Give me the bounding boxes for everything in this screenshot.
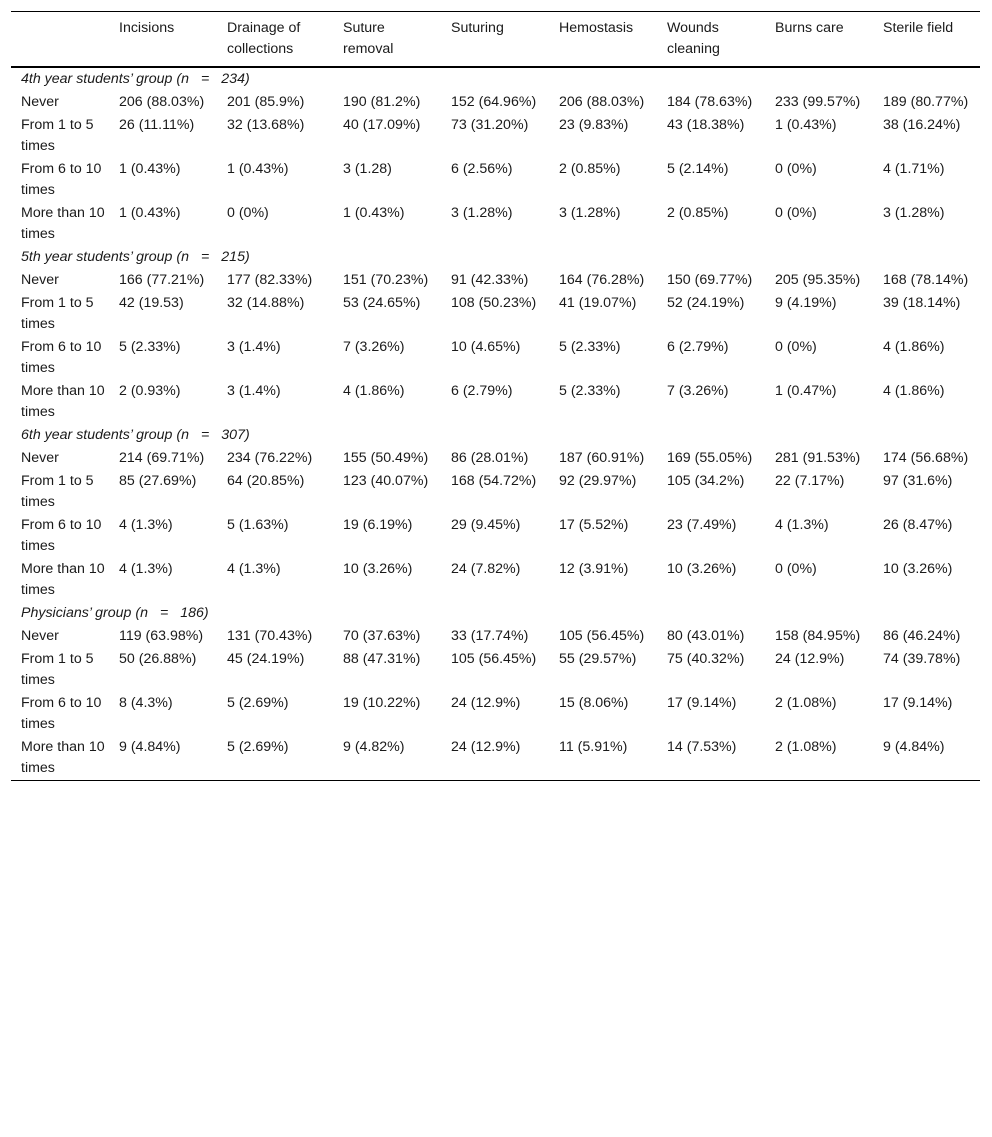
table-cell: 184 (78.63%): [667, 94, 753, 110]
table-cell: 5 (2.33%): [559, 339, 621, 355]
table-cell: 9 (4.19%): [775, 295, 837, 311]
group-label-equals: =: [201, 71, 210, 87]
table-row: [11, 158, 980, 202]
table-row: [11, 292, 980, 336]
table-cell: 189 (80.77%): [883, 94, 969, 110]
table-cell: 8 (4.3%): [119, 695, 173, 711]
table-cell: 50 (26.88%): [119, 651, 197, 667]
row-label: From 1 to 5 times: [21, 651, 94, 688]
table-cell: 1 (0.43%): [119, 205, 181, 221]
table-cell: 214 (69.71%): [119, 450, 205, 466]
header-cell-wounds-cleaning: Wounds cleaning: [667, 20, 720, 57]
table-cell: 33 (17.74%): [451, 628, 529, 644]
table-cell: 5 (2.33%): [119, 339, 181, 355]
table-cell: 234 (76.22%): [227, 450, 313, 466]
group-label-count: 186): [180, 605, 209, 621]
table-cell: 7 (3.26%): [667, 383, 729, 399]
row-label: More than 10 times: [21, 383, 105, 420]
table-cell: 85 (27.69%): [119, 473, 197, 489]
table-cell: 10 (3.26%): [343, 561, 413, 577]
table-cell: 32 (14.88%): [227, 295, 305, 311]
table-cell: 10 (4.65%): [451, 339, 521, 355]
group-header-row: [11, 602, 980, 625]
table-cell: 168 (78.14%): [883, 272, 969, 288]
table-row: [11, 692, 980, 736]
header-cell-sterile-field: Sterile field: [883, 20, 954, 36]
table-cell: 86 (46.24%): [883, 628, 961, 644]
row-label: More than 10 times: [21, 739, 105, 776]
table-cell: 151 (70.23%): [343, 272, 429, 288]
table-row: [11, 514, 980, 558]
table-row: [11, 736, 980, 781]
table-cell: 206 (88.03%): [559, 94, 645, 110]
table-cell: 24 (12.9%): [451, 739, 521, 755]
table-cell: 1 (0.43%): [775, 117, 837, 133]
table-cell: 1 (0.43%): [119, 161, 181, 177]
table-row: [11, 202, 980, 246]
row-label: From 6 to 10 times: [21, 517, 102, 554]
table-cell: 73 (31.20%): [451, 117, 529, 133]
table-cell: 45 (24.19%): [227, 651, 305, 667]
table-cell: 92 (29.97%): [559, 473, 637, 489]
table-cell: 205 (95.35%): [775, 272, 861, 288]
table-cell: 4 (1.86%): [883, 383, 945, 399]
table-cell: 2 (1.08%): [775, 695, 837, 711]
header-cell-suture-removal: Suture removal: [343, 20, 394, 57]
table-cell: 12 (3.91%): [559, 561, 629, 577]
table-cell: 206 (88.03%): [119, 94, 205, 110]
table-cell: 177 (82.33%): [227, 272, 313, 288]
row-label: From 1 to 5 times: [21, 295, 94, 332]
row-label: From 6 to 10 times: [21, 339, 102, 376]
group-label-prefix: 5th year students’ group (n: [21, 249, 189, 265]
table-cell: 1 (0.47%): [775, 383, 837, 399]
table-cell: 3 (1.4%): [227, 339, 281, 355]
table-cell: 152 (64.96%): [451, 94, 537, 110]
table-cell: 23 (9.83%): [559, 117, 629, 133]
table-cell: 23 (7.49%): [667, 517, 737, 533]
table-cell: 1 (0.43%): [227, 161, 289, 177]
table-cell: 24 (12.9%): [451, 695, 521, 711]
group-label-count: 307): [221, 427, 250, 443]
table-cell: 52 (24.19%): [667, 295, 745, 311]
group-label: [11, 602, 980, 625]
table-cell: 105 (56.45%): [559, 628, 645, 644]
table-cell: 29 (9.45%): [451, 517, 521, 533]
table-cell: 9 (4.82%): [343, 739, 405, 755]
table-cell: 5 (2.69%): [227, 739, 289, 755]
table-cell: 17 (9.14%): [667, 695, 737, 711]
table-cell: 155 (50.49%): [343, 450, 429, 466]
group-header-row: [11, 67, 980, 91]
table-cell: 19 (10.22%): [343, 695, 421, 711]
table-cell: 164 (76.28%): [559, 272, 645, 288]
table-cell: 75 (40.32%): [667, 651, 745, 667]
table-cell: 74 (39.78%): [883, 651, 961, 667]
table-cell: 201 (85.9%): [227, 94, 305, 110]
table-row: [11, 114, 980, 158]
table-cell: 168 (54.72%): [451, 473, 537, 489]
table-cell: 15 (8.06%): [559, 695, 629, 711]
table-cell: 6 (2.56%): [451, 161, 513, 177]
table-cell: 5 (2.14%): [667, 161, 729, 177]
table-cell: 11 (5.91%): [559, 739, 628, 755]
table-cell: 3 (1.28%): [451, 205, 513, 221]
group-label: [11, 67, 980, 91]
table-row: [11, 558, 980, 602]
header-cell-blank: [11, 12, 109, 68]
table-cell: 32 (13.68%): [227, 117, 305, 133]
table-cell: 3 (1.4%): [227, 383, 281, 399]
table-cell: 233 (99.57%): [775, 94, 861, 110]
table-cell: 166 (77.21%): [119, 272, 205, 288]
table-cell: 17 (5.52%): [559, 517, 629, 533]
table-cell: 26 (8.47%): [883, 517, 953, 533]
table-body: [11, 67, 980, 781]
table-cell: 38 (16.24%): [883, 117, 961, 133]
table-row: [11, 269, 980, 292]
table-container: [11, 11, 980, 781]
table-cell: 4 (1.3%): [119, 517, 173, 533]
table-row: [11, 625, 980, 648]
table-row: [11, 447, 980, 470]
table-cell: 2 (1.08%): [775, 739, 837, 755]
group-header-row: [11, 424, 980, 447]
group-label: [11, 424, 980, 447]
table-cell: 4 (1.86%): [883, 339, 945, 355]
group-label-equals: =: [201, 427, 210, 443]
table-header: [11, 12, 980, 68]
table-cell: 10 (3.26%): [883, 561, 953, 577]
table-cell: 6 (2.79%): [667, 339, 729, 355]
table-cell: 53 (24.65%): [343, 295, 421, 311]
table-cell: 5 (1.63%): [227, 517, 289, 533]
table-cell: 131 (70.43%): [227, 628, 313, 644]
table-cell: 0 (0%): [775, 339, 817, 355]
table-cell: 0 (0%): [775, 205, 817, 221]
table-cell: 5 (2.33%): [559, 383, 621, 399]
table-cell: 119 (63.98%): [119, 628, 204, 644]
table-cell: 41 (19.07%): [559, 295, 637, 311]
group-label-prefix: 6th year students’ group (n: [21, 427, 189, 443]
table-row: [11, 648, 980, 692]
table-cell: 108 (50.23%): [451, 295, 537, 311]
group-label-count: 234): [221, 71, 250, 87]
table-cell: 43 (18.38%): [667, 117, 745, 133]
table-cell: 174 (56.68%): [883, 450, 969, 466]
group-label-prefix: 4th year students’ group (n: [21, 71, 189, 87]
row-label: More than 10 times: [21, 561, 105, 598]
table-cell: 91 (42.33%): [451, 272, 529, 288]
header-cell-hemostasis: Hemostasis: [559, 20, 634, 36]
table-cell: 39 (18.14%): [883, 295, 961, 311]
table-cell: 14 (7.53%): [667, 739, 737, 755]
table-cell: 19 (6.19%): [343, 517, 413, 533]
table-cell: 3 (1.28%): [559, 205, 621, 221]
group-label-count: 215): [221, 249, 250, 265]
group-label-prefix: Physicians’ group (n: [21, 605, 148, 621]
table-cell: 9 (4.84%): [119, 739, 181, 755]
table-cell: 10 (3.26%): [667, 561, 737, 577]
table-cell: 6 (2.79%): [451, 383, 513, 399]
table-cell: 0 (0%): [775, 161, 817, 177]
row-label: More than 10 times: [21, 205, 105, 242]
group-label: [11, 246, 980, 269]
row-label: Never: [21, 628, 59, 644]
table-cell: 40 (17.09%): [343, 117, 421, 133]
table-cell: 88 (47.31%): [343, 651, 421, 667]
table-cell: 42 (19.53): [119, 295, 184, 311]
table-cell: 0 (0%): [775, 561, 817, 577]
table-cell: 158 (84.95%): [775, 628, 861, 644]
table-cell: 190 (81.2%): [343, 94, 421, 110]
table-cell: 24 (7.82%): [451, 561, 521, 577]
table-cell: 7 (3.26%): [343, 339, 405, 355]
table-cell: 4 (1.3%): [775, 517, 829, 533]
table-cell: 86 (28.01%): [451, 450, 529, 466]
row-label: Never: [21, 450, 59, 466]
group-header-row: [11, 246, 980, 269]
table-cell: 4 (1.71%): [883, 161, 945, 177]
table-cell: 281 (91.53%): [775, 450, 861, 466]
table-cell: 0 (0%): [227, 205, 269, 221]
table-cell: 4 (1.86%): [343, 383, 405, 399]
table-cell: 26 (11.11%): [119, 117, 195, 133]
row-label: From 6 to 10 times: [21, 161, 102, 198]
table-cell: 187 (60.91%): [559, 450, 645, 466]
table-row: [11, 470, 980, 514]
table-cell: 24 (12.9%): [775, 651, 845, 667]
table-cell: 2 (0.93%): [119, 383, 181, 399]
frequency-table: [11, 11, 980, 781]
group-label-equals: =: [159, 605, 169, 621]
table-cell: 123 (40.07%): [343, 473, 429, 489]
table-cell: 70 (37.63%): [343, 628, 421, 644]
table-cell: 2 (0.85%): [559, 161, 621, 177]
row-label: Never: [21, 272, 59, 288]
header-cell-burns-care: Burns care: [775, 20, 844, 36]
table-cell: 17 (9.14%): [883, 695, 953, 711]
table-cell: 3 (1.28): [343, 161, 392, 177]
row-label: From 1 to 5 times: [21, 117, 94, 154]
table-cell: 3 (1.28%): [883, 205, 945, 221]
row-label: From 6 to 10 times: [21, 695, 102, 732]
table-cell: 5 (2.69%): [227, 695, 289, 711]
table-cell: 22 (7.17%): [775, 473, 845, 489]
table-cell: 105 (34.2%): [667, 473, 745, 489]
header-cell-suturing: Suturing: [451, 20, 504, 36]
table-row: [11, 91, 980, 114]
header-row: [11, 12, 980, 68]
table-cell: 4 (1.3%): [227, 561, 281, 577]
table-cell: 1 (0.43%): [343, 205, 405, 221]
row-label: Never: [21, 94, 59, 110]
header-cell-incisions: Incisions: [119, 20, 175, 36]
table-cell: 64 (20.85%): [227, 473, 305, 489]
table-cell: 150 (69.77%): [667, 272, 753, 288]
table-cell: 4 (1.3%): [119, 561, 173, 577]
table-cell: 9 (4.84%): [883, 739, 945, 755]
table-cell: 55 (29.57%): [559, 651, 637, 667]
table-cell: 169 (55.05%): [667, 450, 753, 466]
table-cell: 105 (56.45%): [451, 651, 537, 667]
table-cell: 97 (31.6%): [883, 473, 953, 489]
table-row: [11, 380, 980, 424]
table-row: [11, 336, 980, 380]
table-cell: 2 (0.85%): [667, 205, 729, 221]
header-cell-drainage: Drainage of collections: [227, 20, 301, 57]
table-cell: 80 (43.01%): [667, 628, 745, 644]
row-label: From 1 to 5 times: [21, 473, 94, 510]
group-label-equals: =: [201, 249, 210, 265]
